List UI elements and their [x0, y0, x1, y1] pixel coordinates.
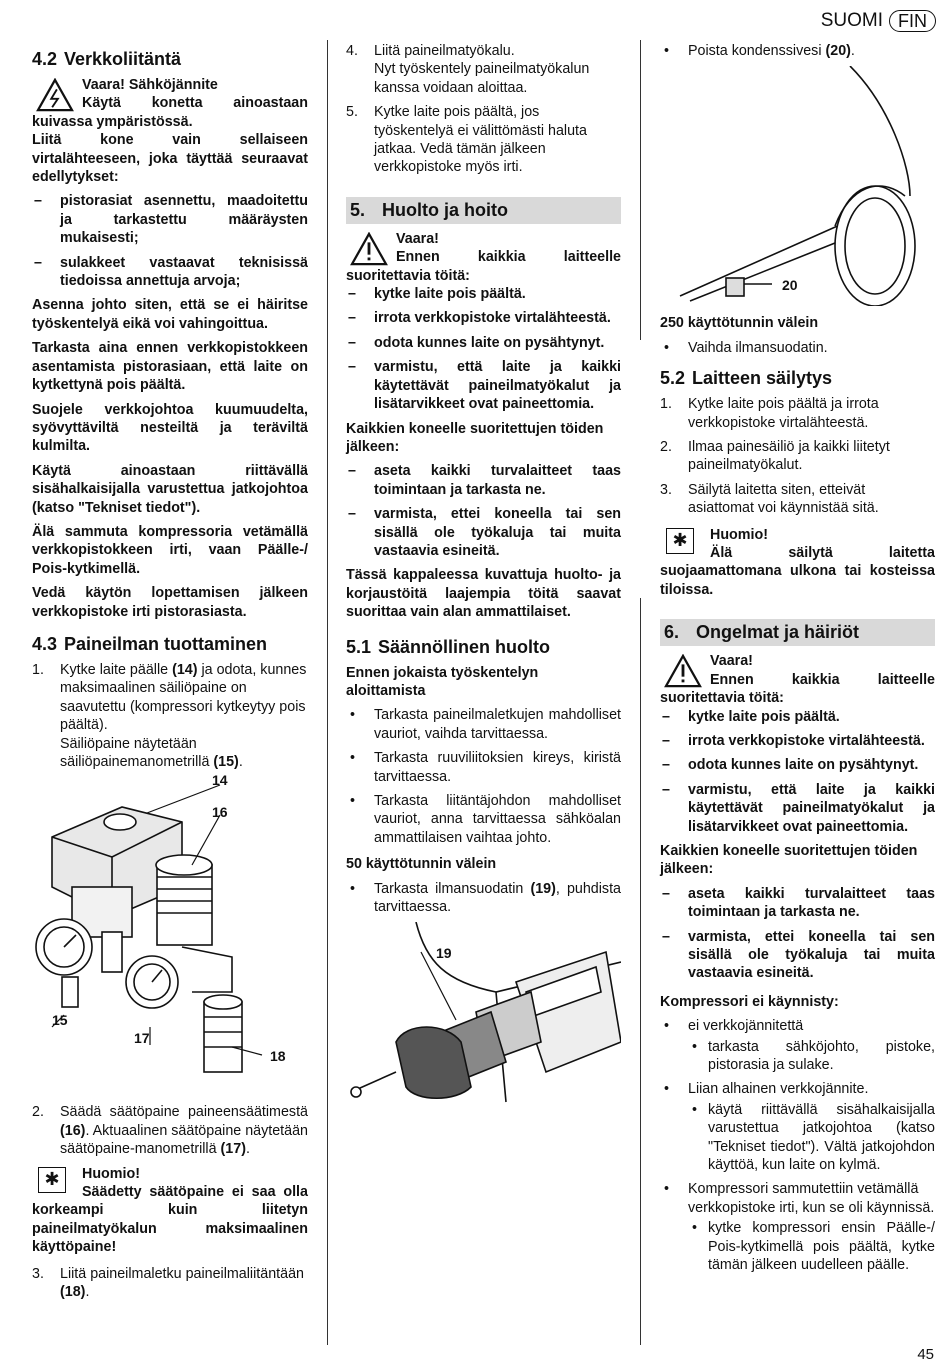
- subheading: 50 käyttötunnin välein: [346, 856, 497, 873]
- step-item: 5. Kytke laite pois päältä, jos työskentelyä ei välittömästi haluta jatkaa. Vedä tämän jälkeen verkkopistoke myös irti.: [346, 104, 587, 176]
- list-item: – sulakkeet vastaavat teknisissä tiedoissa annettuja arvoja;: [32, 254, 308, 291]
- list-item: • Tarkasta ruuviliitoksien kireys, kiristä tarvittaessa.: [346, 749, 621, 786]
- figure-label-20: 20: [782, 277, 798, 294]
- check-list: [346, 706, 621, 847]
- list-item: – irrota verkkopistoke virtalähteestä.: [346, 309, 621, 327]
- step-item: 1. Kytke laite pois päältä ja irrota verkkopistoke virtalähteestä.: [660, 396, 879, 431]
- note-text: Älä säilytä laitetta suojaamattomana ulkona tai kosteissa tiloissa.: [660, 545, 935, 598]
- figure-label-17: 17: [134, 1030, 150, 1047]
- list-item: – kytke laite pois päältä.: [346, 285, 621, 303]
- paragraph: Liitä kone vain sellaiseen virtalähteeseen, joka täyttää seuraavat edellytykset:: [32, 132, 308, 186]
- list-item: – varmista, ettei koneella tai sen sisällä ole työkaluja tai muita vastaavia esineitä.: [660, 928, 935, 983]
- step-item: 2. Säädä säätöpaine paineensäätimestä (16). Aktuaalinen säätöpaine näytetään säätöpaine-manometrillä (17).: [32, 1104, 309, 1158]
- air-filter-figure: [346, 922, 621, 1112]
- list-item: – odota kunnes laite on pysähtynyt.: [660, 756, 935, 774]
- check-list: [660, 339, 935, 357]
- troubleshooting-list: [660, 1017, 935, 1274]
- warning-title: Vaara!: [396, 230, 439, 247]
- list-item: • Tarkasta paineilmaletkujen mahdolliset vauriot, vaihda tarvittaessa.: [346, 706, 621, 743]
- step-item: 4. Liitä paineilmatyökalu. Nyt työskentely paineilmatyökalun kanssa voidaan aloittaa.: [346, 43, 590, 96]
- check-list: [660, 42, 935, 60]
- list-item: • ei verkkojännitettä • tarkasta sähköjohto, pistoke, pistorasia ja sulake.: [660, 1017, 935, 1074]
- step-item: 3. Liitä paineilmaletku paineilmaliitäntään (18).: [32, 1265, 304, 1301]
- section-heading-6: 6. Ongelmat ja häiriöt: [660, 619, 935, 646]
- page-header: [821, 10, 936, 32]
- figure-label-19: 19: [436, 945, 452, 962]
- air-filter-illustration: [346, 922, 621, 1112]
- safety-list: [660, 708, 935, 836]
- warning-block: [346, 230, 621, 285]
- paragraph: Tarkasta aina ennen verkkopistokkeen asentamista pistorasiaan, että laite on kytkettynä pois päältä.: [32, 340, 308, 394]
- list-item: – varmistu, että laite ja kaikki käytettävät paineilmatyökalut ja lisätarvikkeet ovat paineettomia.: [346, 358, 621, 413]
- sub-list-item: • kytke kompressori ensin Päälle-/ Pois-kytkimellä pois päältä, kytke tämän jälkeen uudelleen päälle.: [688, 1219, 935, 1274]
- column-right: [660, 42, 935, 1280]
- warning-title: Vaara!: [710, 653, 753, 670]
- column-left: [32, 42, 308, 1307]
- condensate-figure: [660, 66, 935, 306]
- pressure-switch-illustration: [32, 777, 308, 1095]
- paragraph: Kaikkien koneelle suoritettujen töiden jälkeen:: [346, 420, 604, 455]
- steps-list: [32, 661, 308, 771]
- electric-warning-icon: [36, 78, 74, 112]
- note-title: Huomio!: [82, 1165, 140, 1182]
- list-item: • Poista kondenssivesi (20).: [660, 42, 935, 60]
- paragraph: Älä sammuta kompressoria vetämällä verkkopistokkeen irti, vaan Päälle-/ Pois-kytkimellä.: [32, 523, 308, 577]
- list-item: – aseta kaikki turvalaitteet taas toimintaan ja tarkasta ne.: [660, 885, 935, 922]
- warning-text: Ennen kaikkia laitteelle suoritettavia töitä:: [346, 249, 621, 284]
- step-item: 2. Ilmaa painesäiliö ja kaikki liitetyt paineilmatyökalut.: [660, 439, 890, 474]
- step-item: 3. Säilytä laitetta siten, etteivät asiattomat voi käynnistää sitä.: [660, 481, 879, 517]
- section-heading-5-2: 5.2 Laitteen säilytys: [660, 368, 833, 389]
- steps-list: [32, 1265, 308, 1302]
- pressure-switch-figure: [32, 772, 308, 1095]
- column-divider: [640, 598, 641, 1345]
- subheading: 250 käyttötunnin välein: [660, 315, 819, 332]
- list-item: • Vaihda ilmansuodatin.: [660, 339, 935, 357]
- warning-icon: [664, 654, 702, 688]
- section-heading-5-1: 5.1 Säännöllinen huolto: [346, 636, 550, 657]
- list-item: – irrota verkkopistoke virtalähteestä.: [660, 732, 935, 750]
- warning-text: Käytä konetta ainoastaan kuivassa ympäristössä.: [32, 95, 308, 130]
- paragraph: Tässä kappaleessa kuvattuja huolto- ja korjaustöitä laajempia töitä saavat suorittaa vain alan ammattilaiset.: [346, 567, 621, 621]
- steps-list: [32, 1103, 308, 1158]
- note-icon: ✱: [666, 528, 694, 554]
- subheading: Kompressori ei käynnisty:: [660, 993, 839, 1010]
- sub-list-item: • tarkasta sähköjohto, pistoke, pistorasia ja sulake.: [688, 1038, 935, 1075]
- note-block: [32, 1165, 308, 1257]
- column-divider: [327, 40, 328, 1345]
- list-item: • Liian alhainen verkkojännite. • käytä riittävällä sisähalkaisijalla varustettua jatkojohtoa (katso "Tekniset tiedot"). Vältä jatkojohdon käyttöä, kun laite on kylmä.: [660, 1080, 935, 1174]
- list-item: • Tarkasta ilmansuodatin (19), puhdista tarvittaessa.: [346, 880, 621, 917]
- check-list: [346, 880, 621, 917]
- column-middle: [346, 42, 621, 1120]
- column-divider: [640, 40, 641, 340]
- note-text: Säädetty säätöpaine ei saa olla korkeampi kuin liitetyn paineilmatyökalun maksimaalinen käyttöpaine!: [32, 1184, 308, 1256]
- section-heading-4-2: 4.2 Verkkoliitäntä: [32, 49, 182, 69]
- warning-text: Ennen kaikkia laitteelle suoritettavia töitä:: [660, 671, 935, 707]
- step-item: 1. Kytke laite päälle (14) ja odota, kunnes maksimaalinen säiliöpaine on saavutettu (kompressori kytkeytyy pois päältä). Säiliöpaine näytetään säiliöpainemanometrillä (15).: [32, 661, 307, 770]
- list-item: – kytke laite pois päältä.: [660, 708, 935, 726]
- figure-label-14: 14: [212, 772, 228, 789]
- list-item: – varmista, ettei koneella tai sen sisällä ole työkaluja tai muita vastaavia esineitä.: [346, 505, 621, 560]
- figure-label-18: 18: [270, 1048, 286, 1065]
- list-item: – aseta kaikki turvalaitteet taas toimintaan ja tarkasta ne.: [346, 462, 621, 499]
- warning-icon: [350, 232, 388, 266]
- list-item: • Kompressori sammutettiin vetämällä verkkopistoke irti, kun se oli käynnissä. • kytke kompressori ensin Päälle-/ Pois-kytkimellä pois päältä, kytke tämän jälkeen uudelleen päälle.: [660, 1180, 935, 1274]
- storage-steps: [660, 395, 935, 517]
- list-item: – pistorasiat asennettu, maadoitettu ja tarkastettu määräysten mukaisesti;: [32, 192, 308, 247]
- warning-block: [660, 652, 935, 707]
- note-icon: ✱: [38, 1167, 66, 1193]
- warning-title: Vaara! Sähköjännite: [82, 77, 218, 93]
- note-block: [660, 526, 935, 600]
- paragraph: Suojele verkkojohtoa kuumuudelta, syövyttäviltä nesteiltä ja teräviltä kulmilta.: [32, 401, 308, 455]
- paragraph: Vedä käytön lopettamisen jälkeen verkkopistoke irti pistorasiasta.: [32, 585, 308, 620]
- language-label: SUOMI: [820, 10, 883, 31]
- section-heading-4-3: 4.3 Paineilman tuottaminen: [32, 633, 268, 654]
- sub-list-item: • käytä riittävällä sisähalkaisijalla varustettua jatkojohtoa (katso "Tekniset tiedot"). Vältä jatkojohdon käyttöä, kun laite on kylmä.: [688, 1101, 935, 1175]
- list-item: • Tarkasta liitäntäjohdon mahdolliset vauriot, anna tarvittaessa sähköalan ammattilaisen vaihtaa johto.: [346, 792, 621, 847]
- language-badge: FIN: [889, 10, 936, 32]
- safety-list: [346, 285, 621, 413]
- requirements-list: [32, 192, 308, 290]
- paragraph: Asenna johto siten, että se ei häiritse työskentelyä eikä voi vahingoittua.: [32, 297, 308, 332]
- note-title: Huomio!: [710, 526, 768, 543]
- paragraph: Kaikkien koneelle suoritettujen töiden jälkeen:: [660, 842, 918, 878]
- warning-block: [32, 76, 308, 131]
- steps-list: [346, 42, 621, 177]
- figure-label-16: 16: [212, 804, 228, 821]
- section-heading-5: 5. Huolto ja hoito: [346, 197, 621, 224]
- safety-list: [660, 885, 935, 983]
- figure-label-15: 15: [52, 1012, 68, 1029]
- condensate-drain-illustration: [660, 66, 935, 306]
- subheading: Ennen jokaista työskentelyn aloittamista: [346, 664, 539, 699]
- page-number: 45: [917, 1345, 934, 1363]
- safety-list: [346, 462, 621, 560]
- list-item: – odota kunnes laite on pysähtynyt.: [346, 334, 621, 352]
- list-item: – varmistu, että laite ja kaikki käytettävät paineilmatyökalut ja lisätarvikkeet ovat paineettomia.: [660, 781, 935, 836]
- paragraph: Käytä ainoastaan riittävällä sisähalkaisijalla varustettua jatkojohtoa (katso "Tekniset tiedot").: [32, 462, 308, 516]
